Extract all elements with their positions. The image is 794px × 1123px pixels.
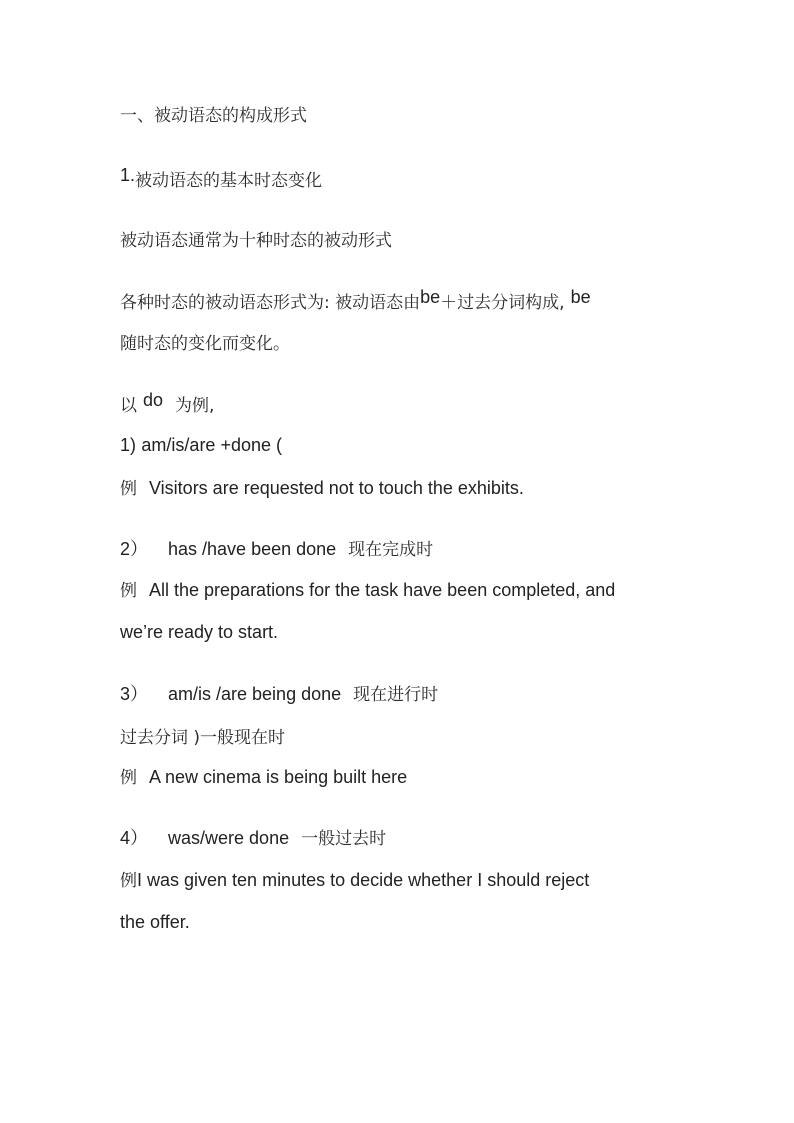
subsection-title: 被动语态的基本时态变化: [135, 171, 323, 191]
item-2-form: [120, 537, 433, 562]
example-intro-b: 为例,: [175, 396, 215, 416]
item-2-tense: 现在完成时: [348, 540, 434, 560]
item-3-form-text: am/is /are being done: [168, 684, 342, 704]
item-1-example-label: 例: [120, 479, 137, 499]
item-2-example-label: 例: [120, 581, 137, 601]
item-1-form: [120, 433, 282, 458]
intro-line-1: [120, 229, 392, 253]
item-4-example-text-2: the offer.: [120, 912, 190, 932]
intro-text-1: 被动语态通常为十种时态的被动形式: [120, 231, 392, 251]
item-2-form-text: has /have been done: [168, 539, 337, 559]
item-3-tense: 现在进行时: [353, 685, 439, 705]
item-2-example: [120, 578, 615, 603]
item-1-carryover-text: 过去分词 )一般现在时: [120, 728, 286, 748]
intro-line-2: [120, 287, 591, 315]
item-2-example-text-2: we’re ready to start.: [120, 622, 279, 642]
item-1-example: [120, 476, 524, 501]
intro-text-2a: 各种时态的被动语态形式为: 被动语态由: [120, 293, 421, 313]
intro-be: be: [420, 287, 441, 307]
item-4-form: [120, 826, 386, 851]
item-4-number: 4）: [120, 828, 149, 848]
item-1-number: 1): [120, 435, 137, 455]
item-4-example: [120, 868, 589, 893]
item-3-number: 3）: [120, 684, 149, 704]
subsection-heading: [120, 165, 323, 193]
intro-text-3: 随时态的变化而变化。: [120, 334, 290, 354]
item-3-example-label: 例: [120, 768, 137, 788]
item-3-example-text: A new cinema is being built here: [149, 767, 408, 787]
item-1-form-text: am/is/are +done (: [141, 435, 282, 455]
item-4-example-cont: [120, 910, 190, 935]
item-4-example-text-1: I was given ten minutes to decide whether I should reject: [137, 870, 590, 890]
item-4-form-text: was/were done: [168, 828, 290, 848]
example-intro-a: 以: [120, 396, 137, 416]
example-intro: [120, 390, 215, 418]
item-3-form: [120, 682, 438, 707]
item-2-example-text-1: All the preparations for the task have been completed, and: [149, 580, 616, 600]
subsection-number: 1.: [120, 165, 136, 185]
intro-line-3: [120, 332, 290, 356]
item-3-example: [120, 765, 407, 790]
intro-text-2b: ＋过去分词构成,: [440, 293, 565, 313]
item-2-example-cont: [120, 620, 278, 645]
intro-be-2: be: [570, 287, 591, 307]
section-heading-text: 一、被动语态的构成形式: [120, 106, 307, 126]
example-intro-do: do: [143, 390, 164, 410]
item-2-number: 2）: [120, 539, 149, 559]
item-4-example-label: 例: [120, 871, 137, 891]
section-heading: [120, 104, 307, 128]
item-1-carryover: [120, 726, 285, 750]
item-4-tense: 一般过去时: [301, 829, 387, 849]
item-1-example-text: Visitors are requested not to touch the exhibits.: [149, 478, 524, 498]
